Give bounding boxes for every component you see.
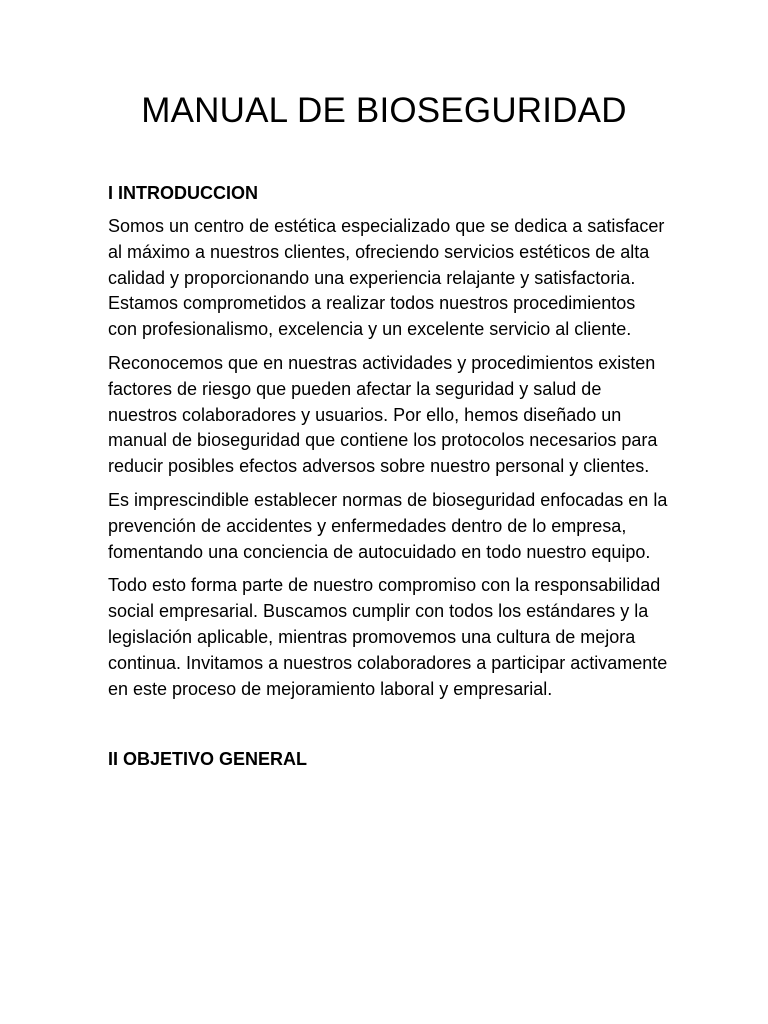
section-heading-introduccion: I INTRODUCCION: [108, 183, 258, 203]
paragraph: Somos un centro de estética especializado que se dedica a satisfacer al máximo a nuestros clientes, ofreciendo servicios estéticos de alta calidad y proporcionando una experiencia relajante y satisfactoria. Estamos comprometidos a realizar todos nuestros procedimientos con profesionalismo, excelencia y un excelente servicio al cliente.: [108, 216, 665, 340]
paragraph: Todo esto forma parte de nuestro compromiso con la responsabilidad social empresarial. Buscamos cumplir con todos los estándares y la legislación aplicable, mientras promovemos una cultura de mejora continua. Invitamos a nuestros colaboradores a participar activamente en este proceso de mejoramiento laboral y empresarial.: [108, 575, 668, 699]
document-body: [108, 180, 668, 780]
document-title: MANUAL DE BIOSEGURIDAD: [141, 91, 627, 130]
section-heading-objetivo-general: II OBJETIVO GENERAL: [108, 749, 308, 770]
paragraph: Es imprescindible establecer normas de bioseguridad enfocadas en la prevención de accidentes y enfermedades dentro de lo empresa, fomentando una conciencia de autocuidado en todo nuestro equipo.: [108, 489, 668, 562]
paragraph: Reconocemos que en nuestras actividades y procedimientos existen factores de riesgo que pueden afectar la seguridad y salud de nuestros colaboradores y usuarios. Por ello, hemos diseñado un manual de bioseguridad que contiene los protocolos necesarios para reducir posibles efectos adversos sobre nuestro personal y clientes.: [108, 352, 658, 477]
